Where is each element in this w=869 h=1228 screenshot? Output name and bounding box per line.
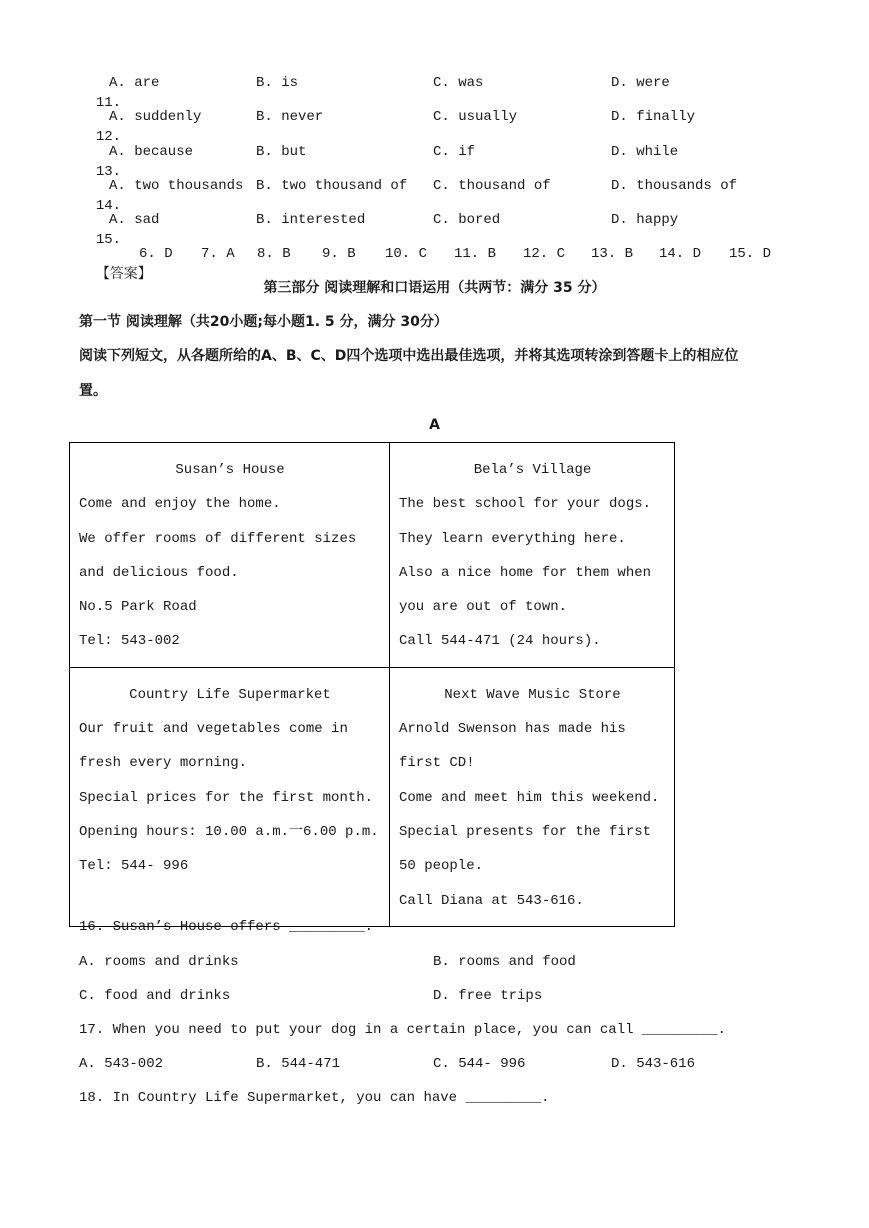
option-a: A. suddenly <box>109 109 202 125</box>
ad-line: Arnold Swenson has made his first CD! <box>399 721 626 772</box>
option-b: B. but <box>256 144 307 160</box>
option-b: B. 544-471 <box>256 1056 341 1072</box>
option-a: A. are <box>109 75 160 91</box>
ad-line: Come and meet him this weekend. <box>399 789 660 806</box>
ad-title: Susan’s House <box>175 462 285 478</box>
option-d: D. thousands of <box>611 178 738 194</box>
answer-item: 6. D <box>139 246 173 262</box>
cloze-question-15 <box>79 210 679 248</box>
answer-item: 11. B <box>454 246 497 262</box>
ad-country-life-supermarket <box>70 667 390 926</box>
option-a: A. rooms and drinks <box>79 954 239 970</box>
question-17-options <box>79 1054 779 1074</box>
option-a: A. because <box>109 144 194 160</box>
ad-line: No.5 Park Road <box>79 599 197 616</box>
option-c: C. was <box>433 75 484 91</box>
option-b: B. is <box>256 75 299 91</box>
section1-title: 第一节 阅读理解（共20小题;每小题1. 5 分，满分 30分） <box>79 314 448 330</box>
part3-title: 第三部分 阅读理解和口语运用（共两节：满分 35 分） <box>263 280 606 296</box>
option-d: D. 543-616 <box>611 1056 696 1072</box>
option-d: D. were <box>611 75 670 91</box>
answer-item: 10. C <box>385 246 428 262</box>
ad-title: Country Life Supermarket <box>129 686 331 703</box>
option-d: D. while <box>611 144 679 160</box>
ad-line: Come and enjoy the home. <box>79 496 281 513</box>
instructions-line-1: 阅读下列短文，从各题所给的A、B、C、D四个选项中选出最佳选项，并将其选项转涂到答题卡上的相应位 <box>79 348 739 364</box>
answer-label: 【答案】 <box>95 266 152 282</box>
ad-line: Call 544-471 (24 hours). <box>399 633 601 650</box>
cloze-question-14 <box>79 176 738 214</box>
ad-line: Call Diana at 543-616. <box>399 892 584 909</box>
option-b: B. never <box>256 109 324 125</box>
option-b: B. interested <box>256 212 366 228</box>
answer-item: 14. D <box>659 246 702 262</box>
passage-label: A <box>429 417 440 433</box>
ad-title: Next Wave Music Store <box>444 686 621 703</box>
ad-line: Tel: 544- 996 <box>79 858 189 875</box>
ad-line: Tel: 543-002 <box>79 633 180 650</box>
option-a: A. sad <box>109 212 160 228</box>
option-c: C. thousand of <box>433 178 551 194</box>
ad-line: Special presents for the first 50 people. <box>399 823 652 875</box>
question-17-stem: 17. When you need to put your dog in a certain place, you can call _________. <box>79 1022 726 1038</box>
answer-item: 9. B <box>322 246 356 262</box>
answer-item: 7. A <box>201 246 235 262</box>
question-number: 14. <box>95 198 122 214</box>
question-number: 13. <box>95 164 122 180</box>
question-16-options-row2 <box>79 986 779 1006</box>
ad-line: Opening hours: 10.00 a.m.一6.00 p.m. <box>79 823 379 840</box>
cloze-question-11 <box>79 73 670 111</box>
answer-item: 12. C <box>523 246 566 262</box>
ad-line: The best school for your dogs. They learn everything here. <box>399 496 652 547</box>
option-b: B. two thousand of <box>256 178 408 194</box>
option-d: D. finally <box>611 109 696 125</box>
question-number: 11. <box>95 95 122 111</box>
question-number: 15. <box>95 232 122 248</box>
answer-item: 13. B <box>591 246 634 262</box>
ad-susans-house <box>70 443 390 668</box>
option-c: C. usually <box>433 109 518 125</box>
ad-line: Also a nice home for them when you are out of town. <box>399 564 652 616</box>
option-d: D. free trips <box>433 988 543 1004</box>
question-number: 12. <box>95 129 122 145</box>
ad-next-wave-music-store <box>390 667 675 926</box>
question-16-stem: 16. Susan’s House offers _________. <box>79 919 374 935</box>
cloze-question-12 <box>79 107 696 145</box>
ad-line: Special prices for the first month. <box>79 789 374 806</box>
cloze-question-13 <box>79 142 679 180</box>
ad-line: Our fruit and vegetables come in fresh every morning. <box>79 721 348 772</box>
option-a: A. 543-002 <box>79 1056 164 1072</box>
ad-belas-village <box>390 443 675 668</box>
ads-table <box>69 442 675 927</box>
question-16-options-row1 <box>79 952 779 972</box>
question-18-stem: 18. In Country Life Supermarket, you can have _________. <box>79 1090 550 1106</box>
option-c: C. bored <box>433 212 501 228</box>
option-c: C. if <box>433 144 476 160</box>
instructions-line-2: 置。 <box>79 383 107 399</box>
ad-title: Bela’s Village <box>473 462 592 478</box>
option-c: C. 544- 996 <box>433 1056 526 1072</box>
answer-line <box>79 244 772 282</box>
answer-item: 8. B <box>257 246 291 262</box>
option-d: D. happy <box>611 212 679 228</box>
option-c: C. food and drinks <box>79 988 231 1004</box>
option-a: A. two thousands <box>109 178 244 194</box>
option-b: B. rooms and food <box>433 954 576 970</box>
ad-line: We offer rooms of different sizes and delicious food. <box>79 530 357 581</box>
answer-item: 15. D <box>729 246 772 262</box>
